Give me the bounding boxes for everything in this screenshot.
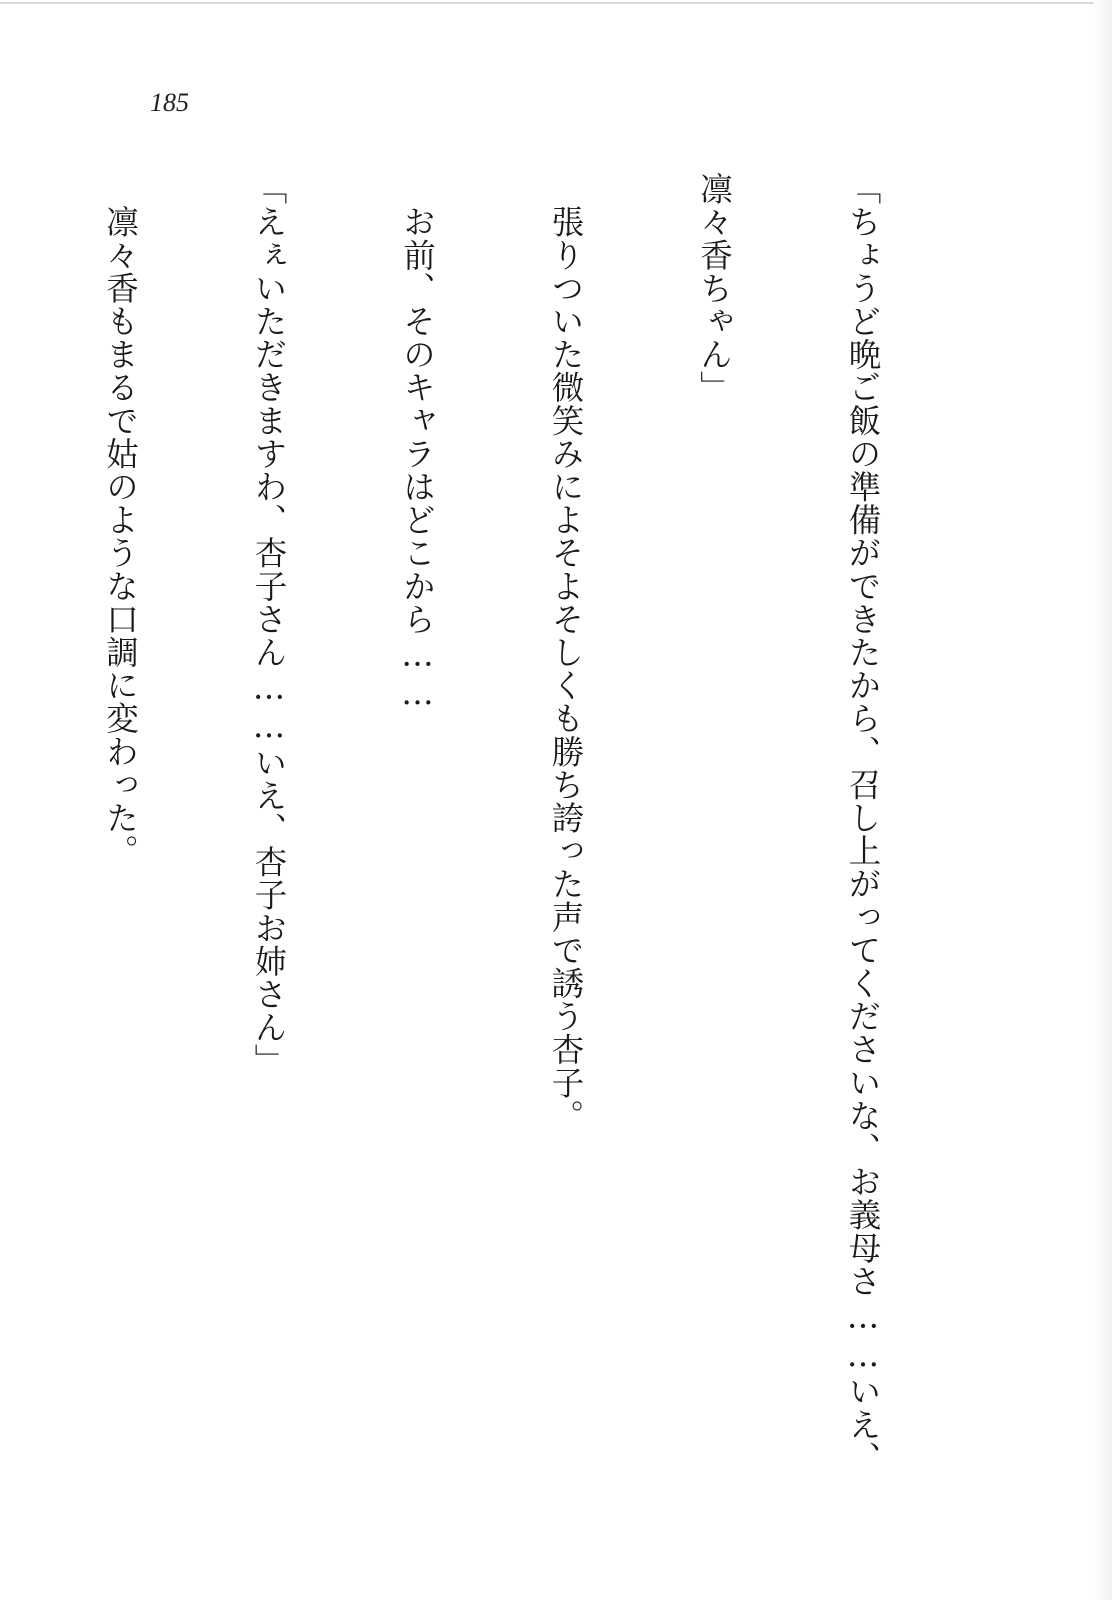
text-line: 凛々香ちゃん」 xyxy=(695,172,734,404)
text-line: 張りついた微笑みによそよそしくも勝ち誇った声で誘う杏子。 xyxy=(547,172,585,1132)
text-line: 凛々香もまるで姑のような口調に変わった。 xyxy=(101,172,140,868)
text-line: 「ちょうど晩ご飯の準備ができたから、召し上がってくださいな、お義母さ……いえ、 xyxy=(844,172,882,1474)
text-line: お前、そのキャラはどこから…… xyxy=(398,172,437,713)
page-number: 185 xyxy=(150,88,189,117)
vertical-text-block xyxy=(0,172,986,1572)
page-edge xyxy=(1094,0,1112,1600)
top-rule xyxy=(0,2,1112,4)
text-line: 「えぇいただきますわ、杏子さん……いえ、杏子お姉さん」 xyxy=(250,172,288,1077)
